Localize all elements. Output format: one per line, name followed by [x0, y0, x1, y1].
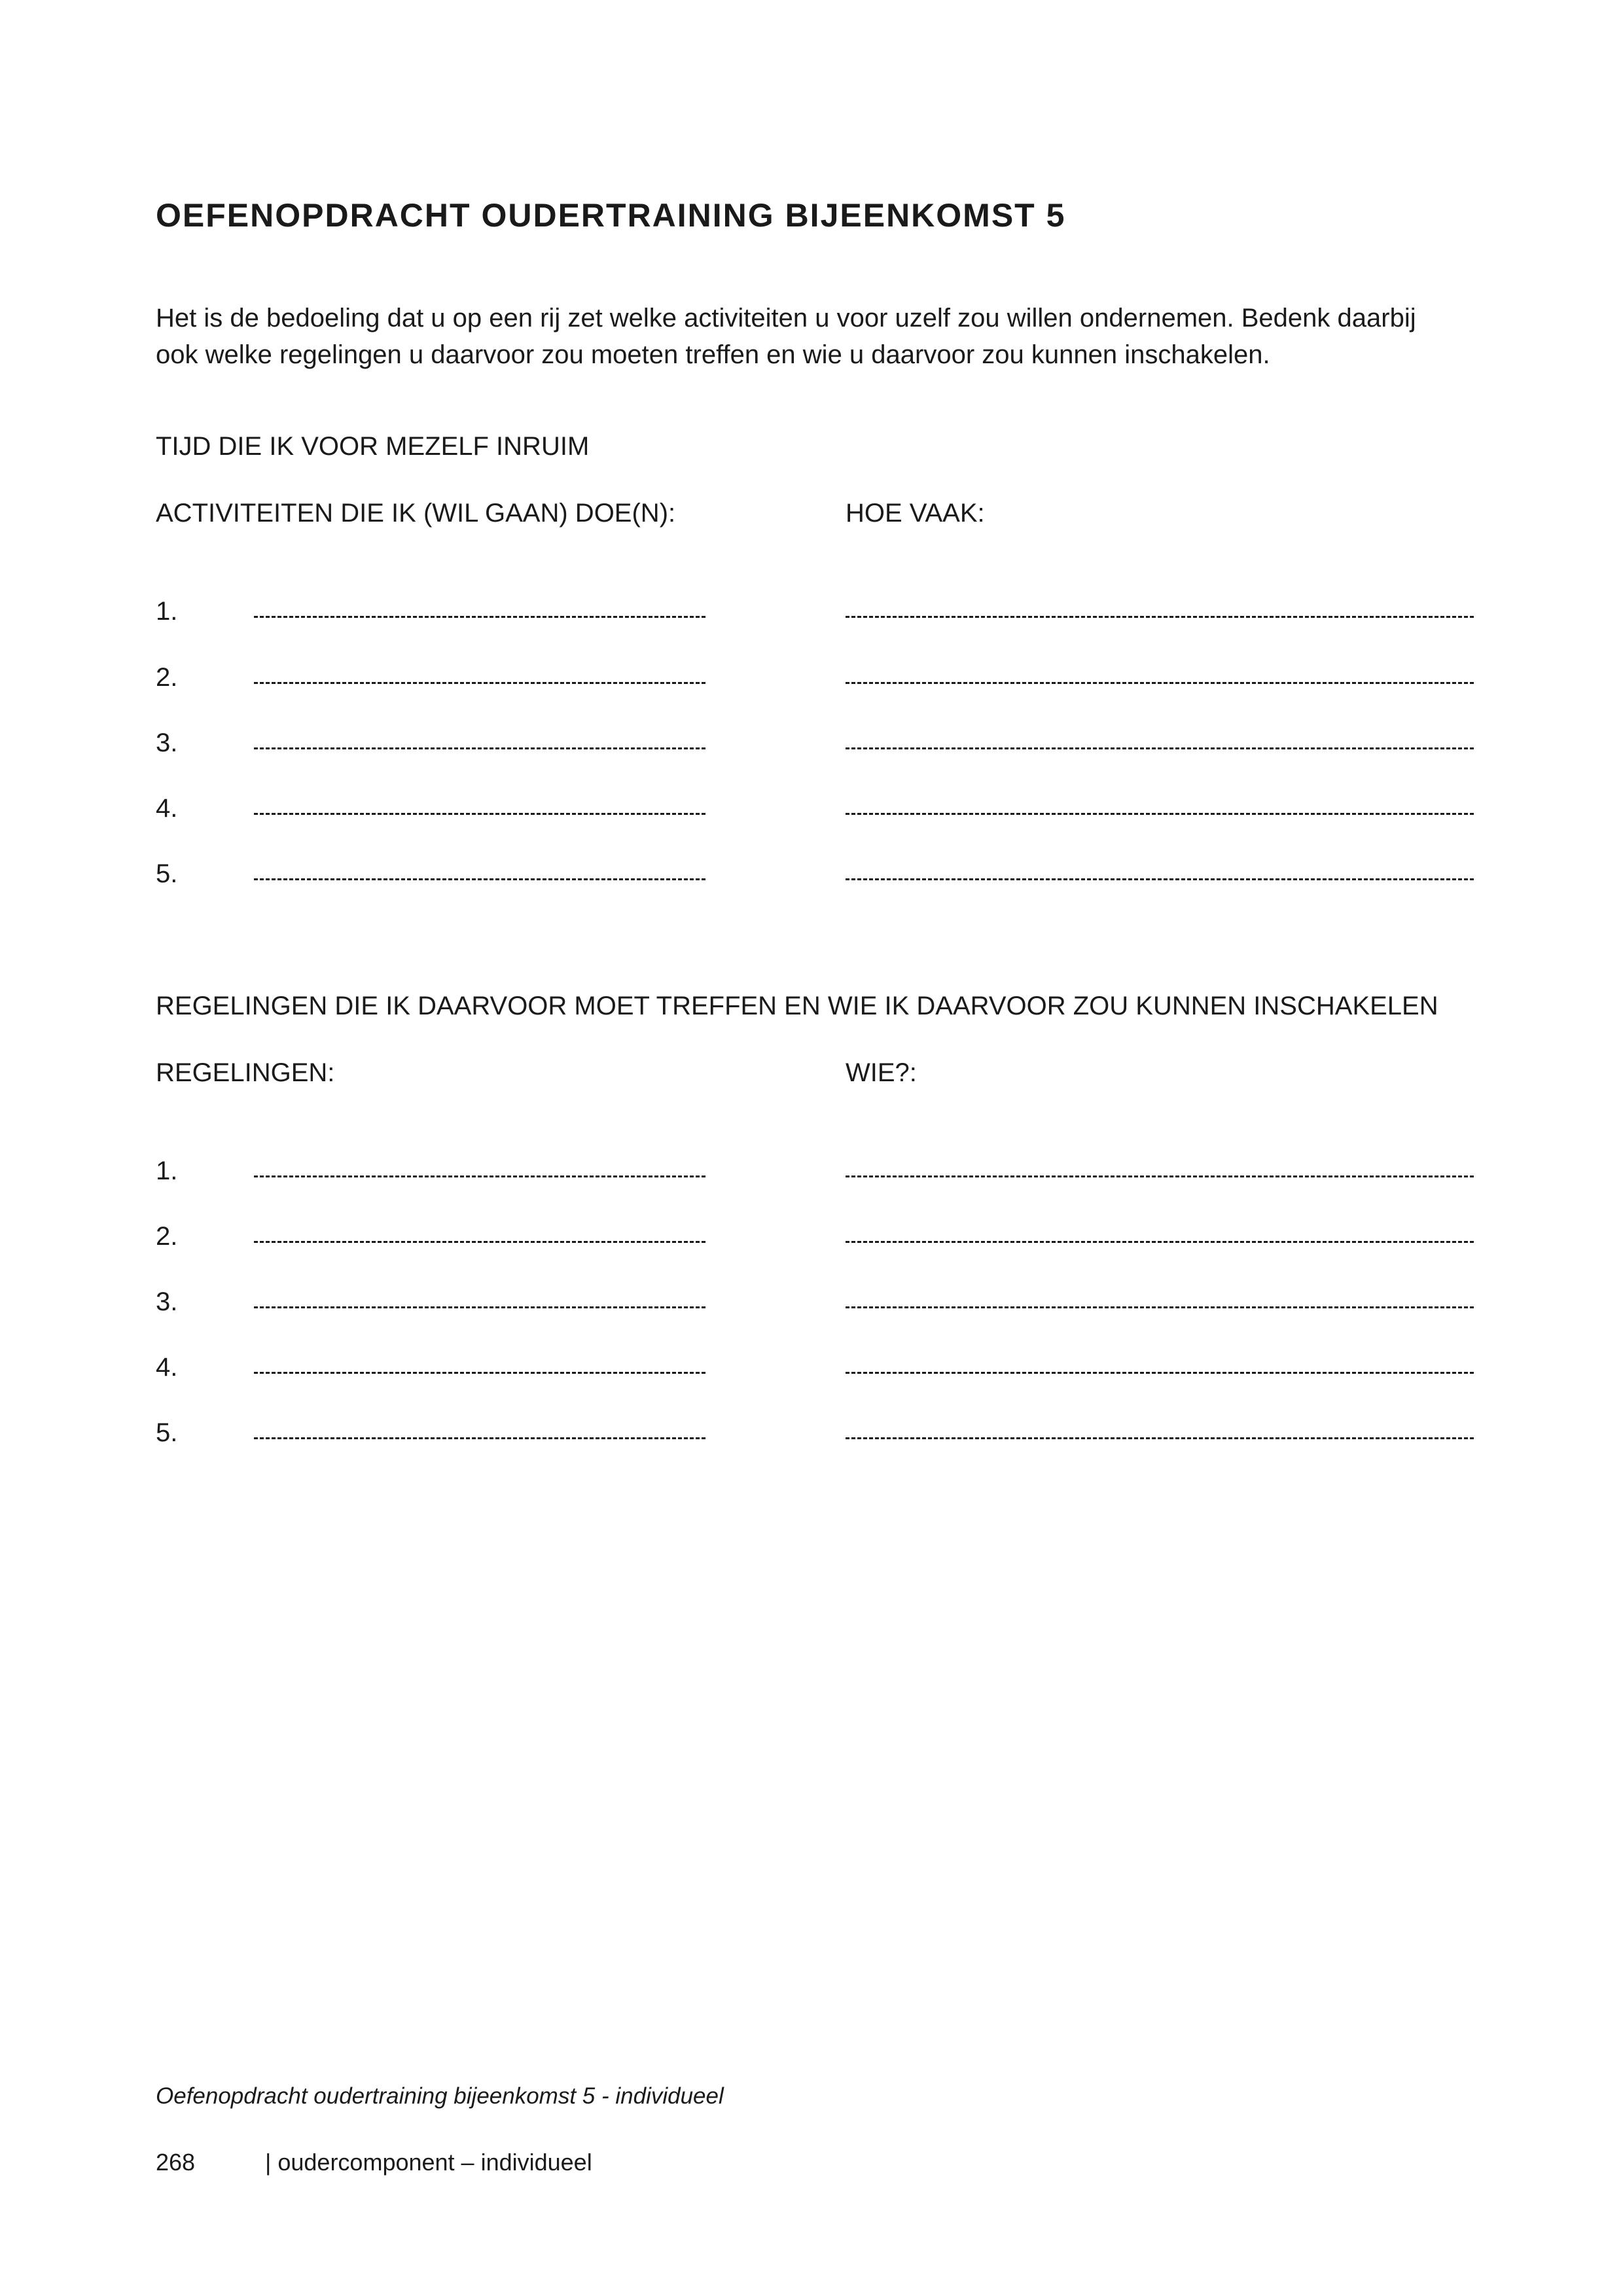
section1-frequency-field[interactable] [846, 616, 1474, 618]
footer-caption: Oefenopdracht oudertraining bijeenkomst 5 - individueel [156, 2083, 724, 2109]
section2-row-number: 1. [156, 1157, 178, 1185]
section1-row-number: 2. [156, 663, 178, 692]
section1-left-header: ACTIVITEITEN DIE IK (WIL GAAN) DOE(N): [156, 499, 676, 528]
section1-activity-field[interactable] [254, 813, 705, 815]
section2-row-number: 5. [156, 1418, 178, 1447]
footer-section-label: | oudercomponent – individueel [265, 2149, 592, 2176]
section1-row-number: 5. [156, 859, 178, 888]
intro-paragraph [156, 300, 1484, 373]
section1-frequency-field[interactable] [846, 682, 1474, 684]
section2-who-field[interactable] [846, 1437, 1474, 1439]
section2-who-field[interactable] [846, 1241, 1474, 1243]
section1-activity-field[interactable] [254, 747, 705, 749]
intro-line: ook welke regelingen u daarvoor zou moeten treffen en wie u daarvoor zou kunnen inschakelen. [156, 340, 1270, 369]
section1-row-number: 1. [156, 597, 178, 626]
section2-who-field[interactable] [846, 1306, 1474, 1308]
section2-row-number: 3. [156, 1287, 178, 1316]
section2-title: REGELINGEN DIE IK DAARVOOR MOET TREFFEN EN WIE IK DAARVOOR ZOU KUNNEN INSCHAKELEN [156, 992, 1438, 1020]
section1-activity-field[interactable] [254, 682, 705, 684]
section1-row-number: 3. [156, 728, 178, 757]
section2-arrangement-field[interactable] [254, 1372, 705, 1374]
section2-arrangement-field[interactable] [254, 1241, 705, 1243]
section2-arrangement-field[interactable] [254, 1306, 705, 1308]
section1-frequency-field[interactable] [846, 878, 1474, 880]
section2-who-field[interactable] [846, 1175, 1474, 1177]
section2-row-number: 2. [156, 1222, 178, 1251]
section1-activity-field[interactable] [254, 878, 705, 880]
section2-left-header: REGELINGEN: [156, 1058, 335, 1087]
section1-row-number: 4. [156, 794, 178, 823]
section2-arrangement-field[interactable] [254, 1175, 705, 1177]
section2-who-field[interactable] [846, 1372, 1474, 1374]
section2-row-number: 4. [156, 1353, 178, 1382]
section2-arrangement-field[interactable] [254, 1437, 705, 1439]
section1-frequency-field[interactable] [846, 747, 1474, 749]
intro-line: Het is de bedoeling dat u op een rij zet welke activiteiten u voor uzelf zou willen ondernemen. Bedenk daarbij [156, 304, 1416, 332]
section1-right-header: HOE VAAK: [846, 499, 985, 528]
section1-activity-field[interactable] [254, 616, 705, 618]
section1-frequency-field[interactable] [846, 813, 1474, 815]
section1-title: TIJD DIE IK VOOR MEZELF INRUIM [156, 432, 590, 461]
page-title: OEFENOPDRACHT OUDERTRAINING BIJEENKOMST 5 [156, 197, 1066, 234]
section2-right-header: WIE?: [846, 1058, 917, 1087]
page-number: 268 [156, 2149, 196, 2176]
